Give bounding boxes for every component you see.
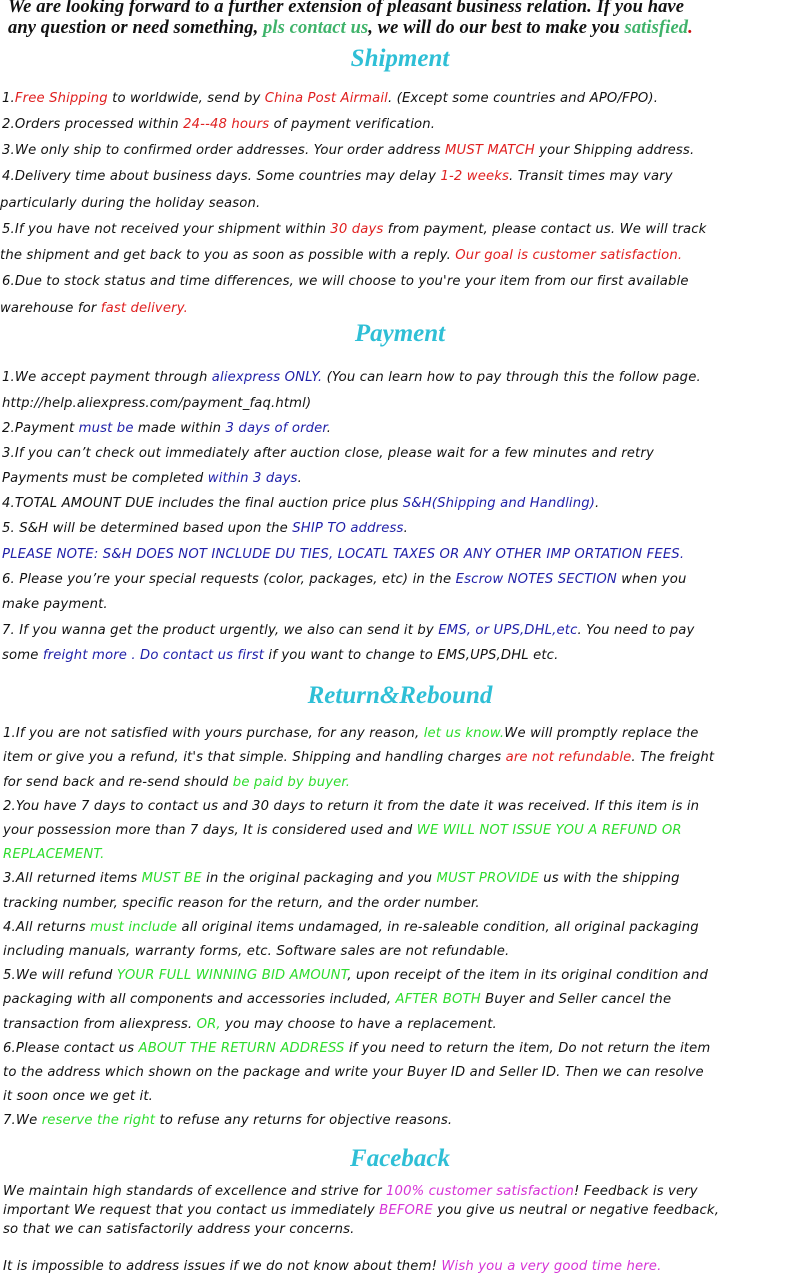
text: We will promptly replace the <box>504 726 699 741</box>
payment-line-9 <box>2 572 686 587</box>
text: us with the shipping <box>538 871 680 886</box>
payment-help-link[interactable]: http://help.aliexpress.com/payment_faq.html) <box>2 396 312 411</box>
feedback-line-3: so that we can satisfactorily address your concerns. <box>3 1222 355 1237</box>
text: any question or need something, <box>8 18 264 38</box>
highlight: reserve the right <box>41 1113 156 1128</box>
text: It is impossible to address issues if we do not know about them! <box>3 1259 442 1274</box>
highlight: 24--48 hours <box>183 117 270 132</box>
text: Payments must be completed <box>2 471 208 486</box>
payment-line-10: make payment. <box>2 597 108 612</box>
shipment-line-1 <box>2 91 658 106</box>
text: 5.We will refund <box>3 968 117 983</box>
returns-line-15: to the address which shown on the package and write your Buyer ID and Seller ID. Then we can resolve <box>3 1065 704 1080</box>
returns-line-2 <box>3 750 714 765</box>
returns-line-13 <box>3 1017 497 1032</box>
text: , upon receipt of the item in its original condition and <box>347 968 709 983</box>
returns-line-7 <box>3 871 680 886</box>
text: . The freight <box>631 750 715 765</box>
highlight: 1-2 weeks <box>440 169 510 184</box>
text: packaging with all components and accessories included, <box>3 992 396 1007</box>
text: 1. <box>2 91 15 106</box>
text: to refuse any returns for objective reasons. <box>155 1113 453 1128</box>
text: when you <box>616 572 687 587</box>
text: 5. S&H will be determined based upon the <box>2 521 293 536</box>
text: all original items undamaged, in re-saleable condition, all original packaging <box>177 920 699 935</box>
satisfied-highlight: satisfied <box>624 18 689 38</box>
shipment-line-3 <box>2 143 694 158</box>
text: if you need to return the item, Do not return the item <box>344 1041 711 1056</box>
highlight: aliexpress ONLY. <box>211 370 323 385</box>
highlight: 3 days of order <box>225 421 327 436</box>
returns-line-8: tracking number, specific reason for the return, and the order number. <box>3 896 480 911</box>
text: of payment verification. <box>269 117 436 132</box>
shipment-line-8: 6.Due to stock status and time differences, we will choose to you're your item from our first available <box>2 274 689 289</box>
text: . <box>688 18 693 38</box>
returns-line-3 <box>3 775 350 790</box>
text: ! Feedback is very <box>573 1184 698 1199</box>
text: 6. Please you’re your special requests (color, packages, etc) in the <box>2 572 456 587</box>
shipment-line-4 <box>2 169 673 184</box>
payment-line-12 <box>2 648 558 663</box>
text: 4.Delivery time about business days. Some countries may delay <box>2 169 441 184</box>
payment-line-11 <box>2 623 695 638</box>
highlight: EMS, or UPS,DHL,etc <box>438 623 578 638</box>
payment-heading: Payment <box>354 320 446 347</box>
text: Buyer and Seller cancel the <box>480 992 672 1007</box>
highlight: 30 days <box>330 222 384 237</box>
highlight: MUST MATCH <box>445 143 535 158</box>
text: 7. If you wanna get the product urgently, we also can send it by <box>2 623 439 638</box>
text: 3.We only ship to confirmed order addresses. Your order address <box>2 143 446 158</box>
returns-line-5 <box>3 823 682 838</box>
highlight: S&H(Shipping and Handling) <box>402 496 596 511</box>
feedback-line-2 <box>3 1203 719 1218</box>
highlight: AFTER BOTH <box>395 992 481 1007</box>
payment-line-1 <box>2 370 701 385</box>
text: some <box>2 648 43 663</box>
text: you give us neutral or negative feedback, <box>432 1203 720 1218</box>
returns-heading: Return&Rebound <box>307 682 493 709</box>
highlight: must be <box>78 421 134 436</box>
text: 1.If you are not satisfied with yours purchase, for any reason, <box>3 726 424 741</box>
text: your possession more than 7 days, It is considered used and <box>3 823 417 838</box>
highlight: MUST BE <box>141 871 202 886</box>
shipment-line-7 <box>0 248 682 263</box>
returns-line-11 <box>3 968 708 983</box>
text: 1.We accept payment through <box>2 370 212 385</box>
text: 2.Orders processed within <box>2 117 184 132</box>
contact-us-highlight: pls contact us <box>263 18 369 38</box>
payment-line-4: 3.If you can’t check out immediately after auction close, please wait for a few minutes and retry <box>2 446 654 461</box>
highlight: YOUR FULL WINNING BID AMOUNT <box>116 968 348 983</box>
text: . <box>297 471 302 486</box>
text: warehouse for <box>0 301 101 316</box>
returns-line-6: REPLACEMENT. <box>3 847 105 862</box>
returns-line-16: it soon once we get it. <box>3 1089 153 1104</box>
returns-line-12 <box>3 992 671 1007</box>
text: (You can learn how to pay through this the follow page. <box>322 370 701 385</box>
intro-line-2 <box>8 18 800 39</box>
shipment-heading: Shipment <box>350 45 450 72</box>
highlight: let us know. <box>423 726 505 741</box>
highlight: freight more . Do contact us first <box>42 648 265 663</box>
text: if you want to change to EMS,UPS,DHL etc. <box>264 648 559 663</box>
feedback-line-4 <box>3 1259 661 1274</box>
text: 4.All returns <box>3 920 91 935</box>
intro-paragraph <box>8 0 800 39</box>
text: in the original packaging and you <box>201 871 437 886</box>
highlight: 100% customer satisfaction <box>386 1184 574 1199</box>
text: . (Except some countries and APO/FPO). <box>387 91 659 106</box>
text: . <box>326 421 332 436</box>
shipment-line-2 <box>2 117 435 132</box>
text: We maintain high standards of excellence and strive for <box>3 1184 386 1199</box>
text: 7.We <box>3 1113 42 1128</box>
text: your Shipping address. <box>534 143 695 158</box>
highlight: must include <box>90 920 178 935</box>
returns-line-1 <box>3 726 699 741</box>
intro-line-1: We are looking forward to a further extension of pleasant business relation. If you have <box>8 0 685 17</box>
returns-line-17 <box>3 1113 452 1128</box>
returns-line-4: 2.You have 7 days to contact us and 30 days to return it from the date it was received. If this item is in <box>3 799 700 814</box>
text: the shipment and get back to you as soon as possible with a reply. <box>0 248 456 263</box>
payment-line-5 <box>2 471 302 486</box>
highlight: MUST PROVIDE <box>436 871 539 886</box>
shipment-line-6 <box>2 222 706 237</box>
highlight: within 3 days <box>207 471 298 486</box>
text: item or give you a refund, it's that simple. Shipping and handling charges <box>3 750 506 765</box>
highlight: SHIP TO address <box>292 521 404 536</box>
text: important We request that you contact us immediately <box>3 1203 380 1218</box>
feedback-line-1 <box>3 1184 698 1199</box>
returns-line-10: including manuals, warranty forms, etc. Software sales are not refundable. <box>3 944 510 959</box>
text: 4.TOTAL AMOUNT DUE includes the final auction price plus <box>2 496 403 511</box>
payment-line-7 <box>2 521 408 536</box>
returns-line-14 <box>3 1041 710 1056</box>
text: . <box>595 496 600 511</box>
shipment-line-5: particularly during the holiday season. <box>0 196 261 211</box>
text: . You need to pay <box>577 623 695 638</box>
payment-line-3 <box>2 421 331 436</box>
text: made within <box>133 421 226 436</box>
highlight: Escrow NOTES SECTION <box>455 572 617 587</box>
text: . <box>403 521 408 536</box>
highlight: WE WILL NOT ISSUE YOU A REFUND OR <box>416 823 682 838</box>
feedback-heading: Faceback <box>350 1145 450 1172</box>
highlight: OR, <box>196 1017 221 1032</box>
highlight: be paid by buyer. <box>232 775 351 790</box>
highlight: fast delivery. <box>100 301 188 316</box>
highlight: Our goal is customer satisfaction. <box>455 248 683 263</box>
text: 6.Please contact us <box>3 1041 139 1056</box>
text: . Transit times may vary <box>509 169 673 184</box>
text: from payment, please contact us. We will track <box>383 222 707 237</box>
returns-line-9 <box>3 920 699 935</box>
text: for send back and re-send should <box>3 775 233 790</box>
highlight: Wish you a very good time here. <box>441 1259 662 1274</box>
highlight: Free Shipping <box>14 91 108 106</box>
text: you may choose to have a replacement. <box>220 1017 497 1032</box>
text: , we will do our best to make you <box>368 18 625 38</box>
highlight: are not refundable <box>505 750 632 765</box>
text: 3.All returned items <box>3 871 142 886</box>
text: 5.If you have not received your shipment within <box>2 222 331 237</box>
highlight: BEFORE <box>379 1203 433 1218</box>
text: 2.Payment <box>2 421 79 436</box>
shipment-line-9 <box>0 301 188 316</box>
payment-note: PLEASE NOTE: S&H DOES NOT INCLUDE DU TIES, LOCATL TAXES OR ANY OTHER IMP ORTATION FEES. <box>2 547 685 562</box>
text: transaction from aliexpress. <box>3 1017 197 1032</box>
highlight: ABOUT THE RETURN ADDRESS <box>138 1041 345 1056</box>
text: to worldwide, send by <box>107 91 265 106</box>
highlight: China Post Airmail <box>264 91 388 106</box>
payment-line-6 <box>2 496 599 511</box>
